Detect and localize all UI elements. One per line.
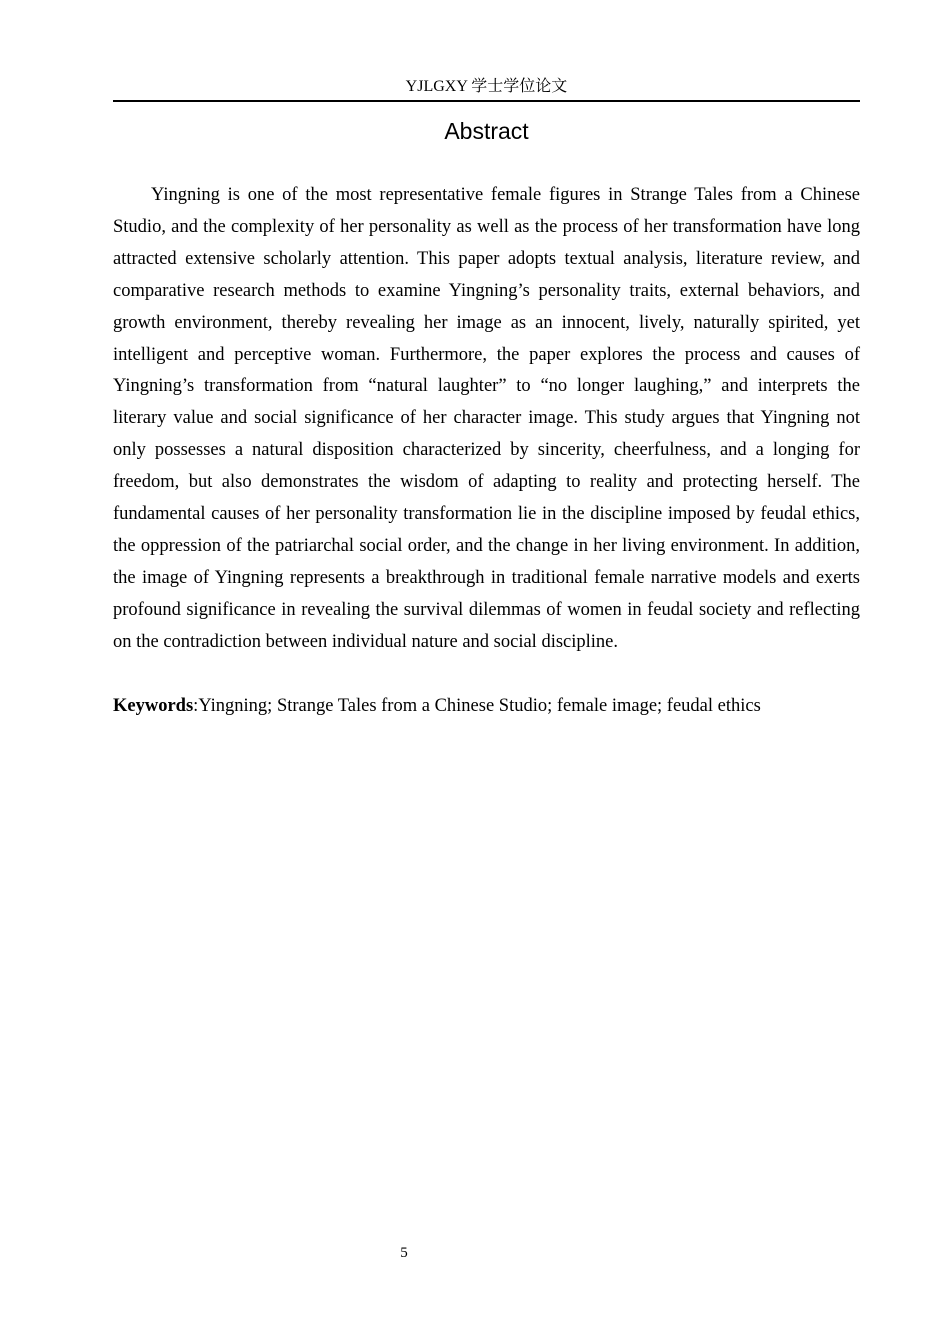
- keywords-separator: :: [193, 696, 199, 716]
- running-header: YJLGXY 学士学位论文: [405, 78, 568, 95]
- page-number: 5: [400, 1245, 408, 1261]
- abstract-title: Abstract: [444, 118, 529, 144]
- keywords-value: Yingning; Strange Tales from a Chinese Studio; female image; feudal ethics: [198, 696, 761, 716]
- abstract-body: Yingning is one of the most representative female figures in Strange Tales from a Chinese Studio, and the complexity of her personality as well as the process of her transformation have long attracted extensive scholarly attention. This paper adopts textual analysis, literature review, and comparative research methods to examine Yingning’s personality traits, external behaviors, and growth environment, thereby revealing her image as an innocent, lively, naturally spirited, yet intelligent and perceptive woman. Furthermore, the paper explores the process and causes of Yingning’s transformation from “natural laughter” to “no longer laughing,” and interprets the literary value and social significance of her character image. This study argues that Yingning not only possesses a natural disposition characterized by sincerity, cheerfulness, and a longing for freedom, but also demonstrates the wisdom of adapting to reality and protecting herself. The fundamental causes of her personality transformation lie in the discipline imposed by feudal ethics, the oppression of the patriarchal social order, and the change in her living environment. In addition, the image of Yingning represents a breakthrough in traditional female narrative models and exerts profound significance in revealing the survival dilemmas of women in feudal society and reflecting on the contradiction between individual nature and social discipline.: [113, 185, 860, 652]
- keywords-label: Keywords: [113, 696, 194, 716]
- header-rule: [113, 100, 860, 102]
- keywords-line: [113, 690, 860, 722]
